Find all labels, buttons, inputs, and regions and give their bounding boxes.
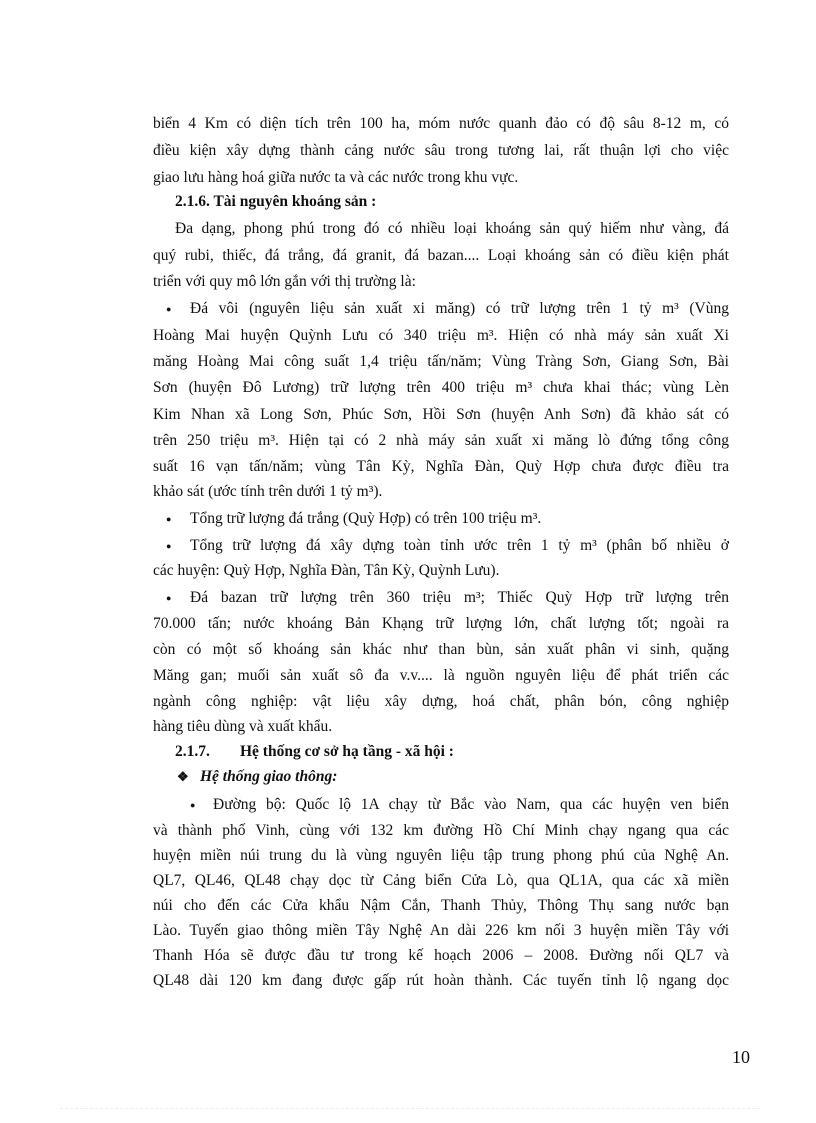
bullet-line: Đá vôi (nguyên liệu sản xuất xi măng) có trữ lượng trên 1 tỷ m³ (Vùng <box>190 300 729 317</box>
bullet-line: còn có một số khoáng sản khác như than bùn, sản xuất phân vi sinh, quặng <box>153 641 729 658</box>
bullet-line: Kim Nhan xã Long Sơn, Phúc Sơn, Hồi Sơn (huyện Anh Sơn) đã khảo sát có <box>153 406 729 423</box>
section-heading-217: Hệ thống cơ sở hạ tầng - xã hội : <box>240 743 454 760</box>
bullet-line: Măng gan; muối sản xuất sô đa v.v.... là nguồn nguyên liệu để phát triển các <box>153 667 729 684</box>
intro-line: biển 4 Km có diện tích trên 100 ha, móm nước quanh đảo có độ sâu 8-12 m, có <box>153 115 729 132</box>
bullet-line: trên 250 triệu m³. Hiện tại có 2 nhà máy sản xuất xi măng lò đứng tổng công <box>153 432 729 449</box>
section-heading-216: 2.1.6. Tài nguyên khoáng sản : <box>175 193 377 210</box>
road-line: và thành phố Vinh, cùng với 132 km đường Hồ Chí Minh chạy ngang qua các <box>153 822 729 839</box>
bullet-line: Tổng trữ lượng đá xây dựng toàn tỉnh ước trên 1 tỷ m³ (phân bố nhiều ở <box>190 537 729 554</box>
footer-divider <box>60 1108 760 1109</box>
bullet-line: các huyện: Quỳ Hợp, Nghĩa Đàn, Tân Kỳ, Quỳnh Lưu). <box>153 562 500 579</box>
paragraph-line: triển với quy mô lớn gắn với thị trường là: <box>153 273 416 290</box>
subsection-heading: Hệ thống giao thông: <box>200 768 338 785</box>
bullet-line: Đá bazan trữ lượng trên 360 triệu m³; Thiếc Quỳ Hợp trữ lượng trên <box>190 589 729 606</box>
bullet-line: Hoàng Mai huyện Quỳnh Lưu có 340 triệu m³. Hiện có nhà máy sản xuất Xi <box>153 327 729 344</box>
bullet-icon: ● <box>190 800 196 810</box>
bullet-icon: ● <box>166 304 172 314</box>
road-line: Thanh Hóa sẽ được đầu tư trong kế hoạch 2006 – 2008. Đường nối QL7 và <box>153 947 729 964</box>
paragraph-line: Đa dạng, phong phú trong đó có nhiều loại khoáng sản quý hiếm như vàng, đá <box>175 220 729 237</box>
page-number: 10 <box>732 1047 750 1067</box>
bullet-line: 70.000 tấn; nước khoáng Bản Khạng trữ lượng lớn, chất lượng tốt; ngoài ra <box>153 615 729 632</box>
road-line: huyện miền núi trung du là vùng nguyên liệu tập trung phong phú của Nghệ An. <box>153 847 729 864</box>
road-line: núi cho đến các Cửa khẩu Nậm Cắn, Thanh Thủy, Thông Thụ sang nước bạn <box>153 897 729 914</box>
intro-line: điều kiện xây dựng thành cảng nước sâu trong tương lai, rất thuận lợi cho việc <box>153 142 729 159</box>
road-line: Đường bộ: Quốc lộ 1A chạy từ Bắc vào Nam, qua các huyện ven biển <box>213 796 729 813</box>
bullet-line: suất 16 vạn tấn/năm; vùng Tân Kỳ, Nghĩa Đàn, Quỳ Hợp chưa được điều tra <box>153 458 729 475</box>
bullet-line: măng Hoàng Mai công suất 1,4 triệu tấn/năm; Vùng Tràng Sơn, Giang Sơn, Bài <box>153 353 729 370</box>
bullet-line: hàng tiêu dùng và xuất khẩu. <box>153 718 333 735</box>
bullet-line: ngành công nghiệp: vật liệu xây dựng, hoá chất, phân bón, công nghiệp <box>153 693 729 710</box>
diamond-bullet-icon: ❖ <box>177 769 189 784</box>
bullet-icon: ● <box>166 593 172 603</box>
bullet-icon: ● <box>166 541 172 551</box>
intro-line: giao lưu hàng hoá giữa nước ta và các nước trong khu vực. <box>153 169 519 186</box>
bullet-icon: ● <box>166 514 172 524</box>
road-line: Lào. Tuyến giao thông miền Tây Nghệ An dài 226 km nối 3 huyện miền Tây với <box>153 922 729 939</box>
bullet-line: Tổng trữ lượng đá trắng (Quỳ Hợp) có trên 100 triệu m³. <box>190 510 542 527</box>
paragraph-line: quý rubi, thiếc, đá trắng, đá granit, đá bazan.... Loại khoáng sản có điều kiện phát <box>153 247 729 264</box>
road-line: QL48 dài 120 km đang được gấp rút hoàn thành. Các tuyến tỉnh lộ ngang dọc <box>153 972 729 989</box>
bullet-line: khảo sát (ước tính trên dưới 1 tỷ m³). <box>153 483 383 500</box>
section-number-217: 2.1.7. <box>175 743 210 760</box>
road-line: QL7, QL46, QL48 chạy dọc từ Cảng biển Cửa Lò, qua QL1A, qua các xã miền <box>153 872 729 889</box>
bullet-line: Sơn (huyện Đô Lương) trữ lượng trên 400 triệu m³ chưa khai thác; vùng Lèn <box>153 379 729 396</box>
